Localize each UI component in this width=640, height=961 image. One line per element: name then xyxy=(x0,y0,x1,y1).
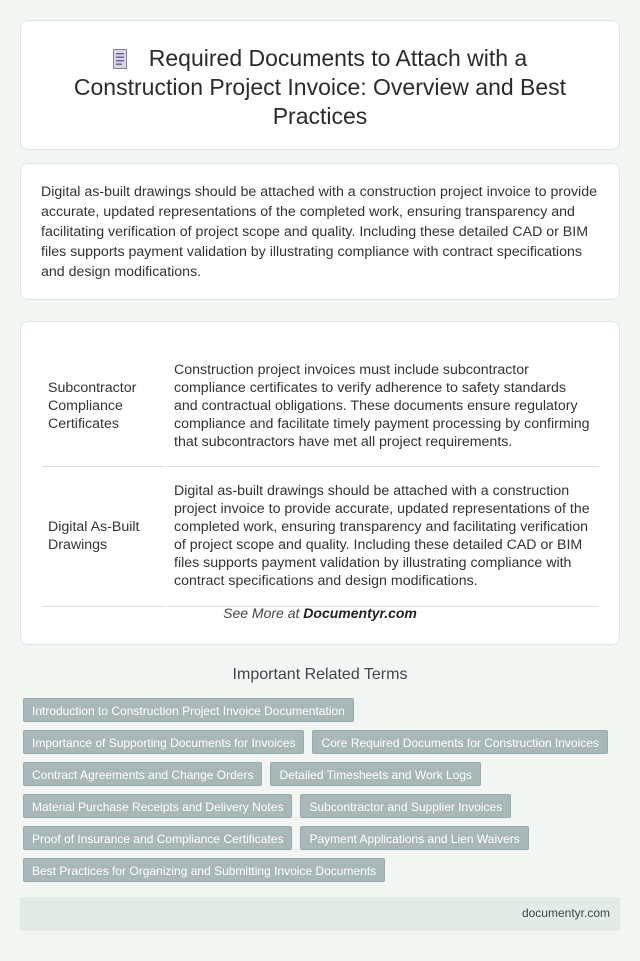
related-term-tag[interactable]: Best Practices for Organizing and Submitting Invoice Documents xyxy=(23,858,385,882)
documents-table xyxy=(42,346,599,607)
related-terms-title: Important Related Terms xyxy=(232,666,408,683)
table-row xyxy=(42,346,599,466)
document-icon xyxy=(113,49,127,69)
table-description: Construction project invoices must include subcontractor compliance certificates to verify adherence to safety standards and contractual obligations. These documents ensure regulatory compliance and facilitate timely payment processing by confirming that subcontractors have met all project requirements. xyxy=(166,346,599,466)
related-term-tag[interactable]: Core Required Documents for Construction Invoices xyxy=(312,730,607,754)
footer-site-link[interactable]: documentyr.com xyxy=(521,906,610,920)
see-more-site[interactable]: Documentyr.com xyxy=(303,605,417,621)
summary-text: Digital as-built drawings should be attached with a construction project invoice to provide accurate, updated representations of the completed work, ensuring transparency and facilitating verification of project scope and quality. Including these detailed CAD or BIM files supports payment validation by illustrating compliance with contract specifications and design modifications. xyxy=(41,184,597,280)
page-title xyxy=(51,44,589,131)
related-term-tag[interactable]: Importance of Supporting Documents for Invoices xyxy=(23,730,304,754)
related-terms-tags xyxy=(23,698,613,890)
page-title-text: Required Documents to Attach with a Construction Project Invoice: Overview and Best Practices xyxy=(73,45,567,129)
documents-table-card xyxy=(20,321,620,645)
related-term-tag[interactable]: Introduction to Construction Project Invoice Documentation xyxy=(23,698,354,722)
title-card xyxy=(20,20,620,150)
table-term: Digital As-Built Drawings xyxy=(42,466,166,606)
table-term: Subcontractor Compliance Certificates xyxy=(42,346,166,466)
related-term-tag[interactable]: Material Purchase Receipts and Delivery Notes xyxy=(23,794,292,818)
related-term-tag[interactable]: Proof of Insurance and Compliance Certificates xyxy=(23,826,292,850)
table-row xyxy=(42,466,599,606)
related-term-tag[interactable]: Detailed Timesheets and Work Logs xyxy=(270,762,481,786)
summary-card xyxy=(20,163,620,300)
table-description: Digital as-built drawings should be attached with a construction project invoice to provide accurate, updated representations of the completed work, ensuring transparency and facilitating verification of project scope and quality. Including these detailed CAD or BIM files supports payment validation by illustrating compliance with contract specifications and design modifications. xyxy=(166,466,599,606)
see-more-link[interactable] xyxy=(21,605,619,621)
footer xyxy=(20,897,620,931)
see-more-prefix: See More at xyxy=(223,605,304,621)
related-term-tag[interactable]: Payment Applications and Lien Waivers xyxy=(300,826,528,850)
related-term-tag[interactable]: Subcontractor and Supplier Invoices xyxy=(300,794,511,818)
related-term-tag[interactable]: Contract Agreements and Change Orders xyxy=(23,762,262,786)
